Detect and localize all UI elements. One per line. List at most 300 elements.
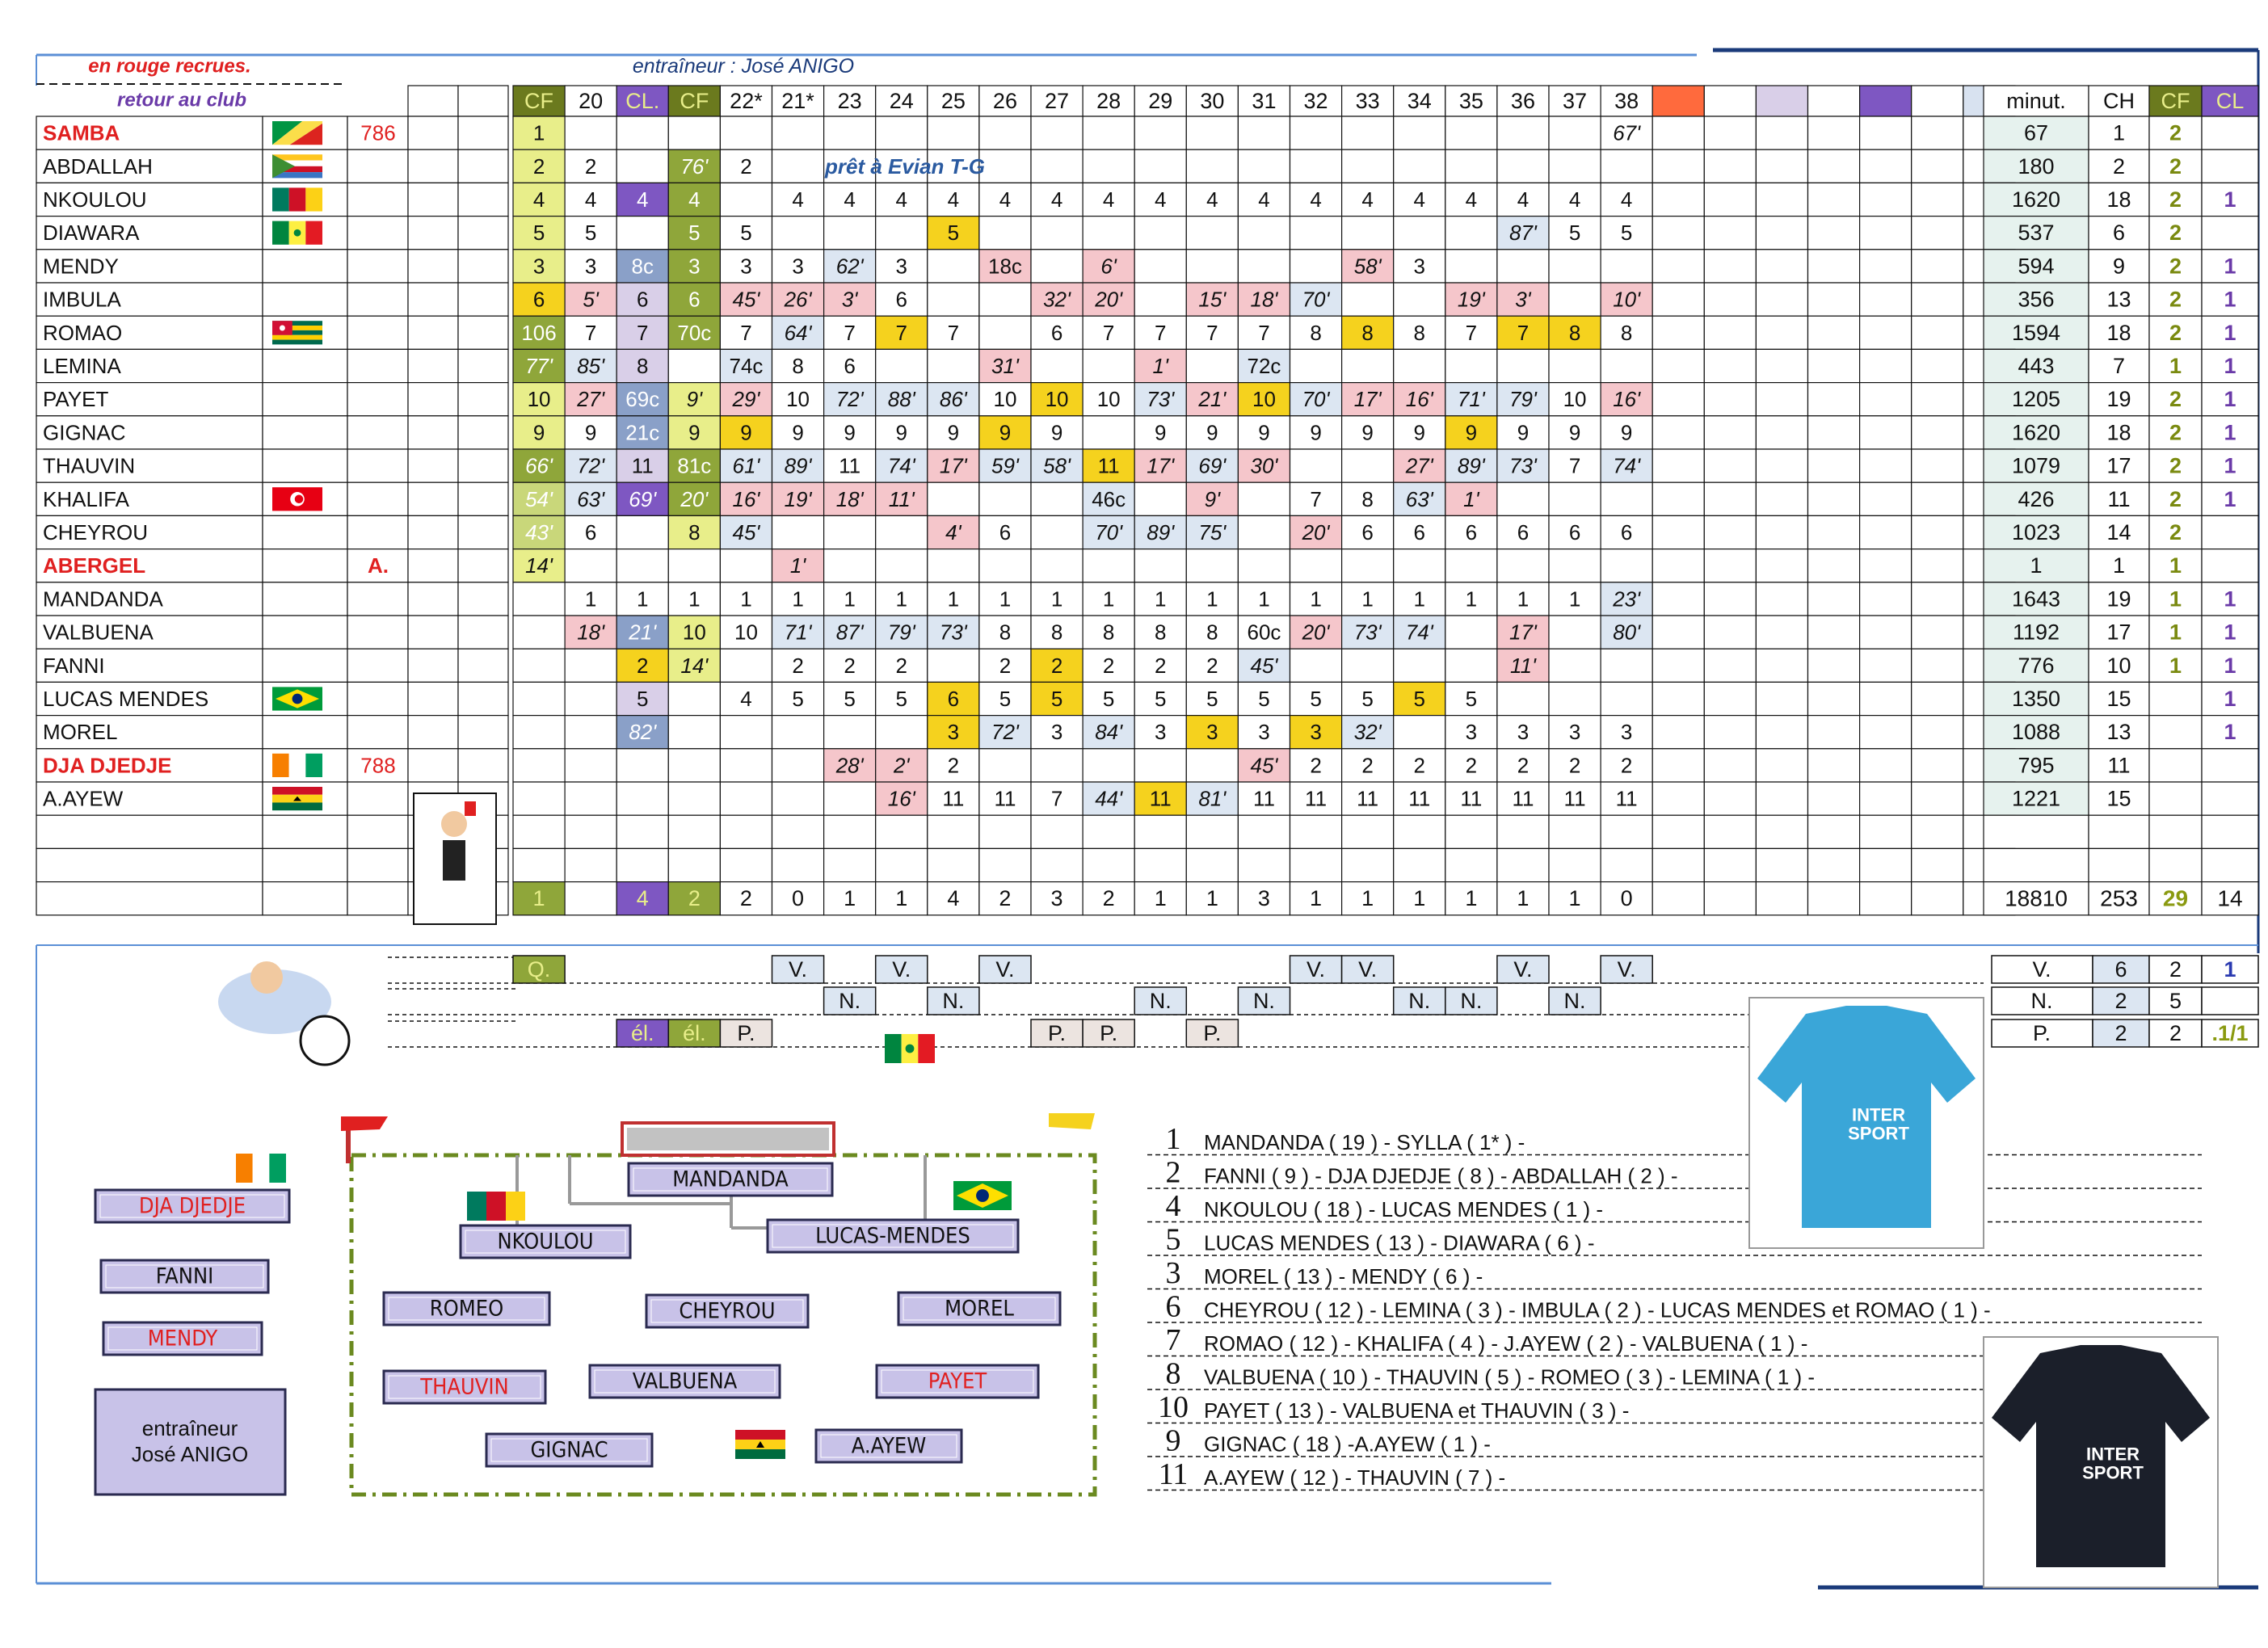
- match-value: 72': [835, 387, 864, 412]
- match-cell: [979, 316, 1031, 349]
- match-cell: [1238, 250, 1290, 283]
- stat-value: 15: [2106, 786, 2131, 811]
- match-value: 4: [1155, 187, 1167, 212]
- blank-cell: [458, 116, 508, 149]
- match-value: 1: [844, 586, 856, 612]
- match-cell: [1860, 149, 1912, 183]
- coach-box-line: José ANIGO: [131, 1442, 249, 1466]
- match-cell: [1031, 116, 1083, 149]
- stat-value: 1: [2224, 354, 2236, 378]
- match-cell: [616, 749, 668, 782]
- result-label: N.: [1408, 989, 1431, 1013]
- match-cell: [1808, 383, 1860, 416]
- match-cell: [1238, 515, 1290, 549]
- empty-cell: [513, 815, 565, 848]
- match-value: 5: [1258, 687, 1270, 711]
- match-cell: [1808, 449, 1860, 482]
- match-cell: [1290, 449, 1342, 482]
- match-cell: [1342, 549, 1394, 582]
- match-cell: [1652, 749, 1704, 782]
- column-header-label: CF: [680, 89, 709, 113]
- match-cell: [1186, 549, 1238, 582]
- totals-cell: [263, 882, 347, 915]
- empty-cell: [2202, 848, 2258, 881]
- result-label: P.: [1203, 1021, 1222, 1045]
- match-cell: [1497, 482, 1549, 515]
- match-value: 69': [1198, 453, 1227, 478]
- num-cell: [347, 283, 408, 316]
- stat-cell: [2202, 515, 2258, 549]
- blank-cell: [458, 716, 508, 749]
- match-value: 8c: [631, 254, 654, 279]
- match-value: 1: [1465, 586, 1478, 612]
- match-value: 63': [1405, 486, 1433, 511]
- flag-cell: [263, 549, 347, 582]
- flag-part: [906, 1045, 915, 1053]
- match-cell: [1394, 149, 1445, 183]
- match-cell: [1860, 416, 1912, 449]
- totals-cell: [1704, 882, 1756, 915]
- stat-value: 9: [2112, 254, 2126, 279]
- match-value: 3: [1206, 720, 1218, 745]
- stat-value: 19: [2106, 586, 2131, 612]
- stat-value: 1: [2112, 120, 2126, 145]
- match-value: 4: [584, 187, 597, 212]
- match-value: 5: [844, 687, 856, 711]
- empty-cell: [1083, 848, 1134, 881]
- empty-cell: [263, 815, 347, 848]
- match-cell: [720, 116, 772, 149]
- player-name: MANDANDA: [43, 586, 163, 612]
- empty-cell: [1134, 815, 1186, 848]
- match-cell: [1808, 582, 1860, 616]
- column-header-label: 35: [1458, 89, 1483, 113]
- match-cell: [1860, 217, 1912, 250]
- stat-value: 2: [2169, 520, 2182, 544]
- player-name: IMBULA: [43, 287, 121, 312]
- total-value: 4: [947, 886, 960, 911]
- match-value: 3: [895, 254, 907, 279]
- empty-cell: [1186, 815, 1238, 848]
- match-value: 18': [835, 486, 864, 511]
- match-value: 10: [993, 387, 1017, 412]
- match-value: 7: [1465, 320, 1478, 345]
- player-name: DIAWARA: [43, 221, 140, 246]
- match-cell: [1342, 449, 1394, 482]
- stat-value: 15: [2106, 687, 2131, 711]
- match-cell: [1083, 549, 1134, 582]
- player-number: A.: [368, 553, 389, 578]
- match-cell: [1808, 482, 1860, 515]
- match-cell: [1756, 515, 1807, 549]
- result-label: N.: [1460, 989, 1483, 1013]
- stat-value: 2: [2169, 387, 2182, 412]
- match-cell: [513, 649, 565, 682]
- match-value: 1: [584, 586, 597, 612]
- match-cell: [1083, 116, 1134, 149]
- match-value: 11: [631, 453, 654, 478]
- match-value: 8: [1361, 320, 1374, 345]
- stat-header-label: CH: [2103, 89, 2135, 113]
- match-value: 11: [994, 786, 1016, 811]
- match-value: 43': [525, 520, 553, 544]
- flag-part: [269, 1154, 286, 1183]
- match-value: 7: [1155, 320, 1167, 345]
- shirt-number: 4: [1165, 1189, 1181, 1223]
- match-value: 71': [1457, 387, 1485, 412]
- flag-part: [280, 325, 285, 330]
- flag-cell: [263, 582, 347, 616]
- player-name: DJA DJEDJE: [43, 753, 172, 778]
- match-cell: [1342, 116, 1394, 149]
- match-cell: [1290, 549, 1342, 582]
- match-cell: [1808, 682, 1860, 715]
- match-value: 4: [1361, 187, 1374, 212]
- match-value: 82': [629, 720, 657, 745]
- shirt-number-players: CHEYROU ( 12 ) - LEMINA ( 3 ) - IMBULA ( 2 ) - LUCAS MENDES et ROMAO ( 1 ) -: [1204, 1297, 1991, 1322]
- total-value: 1: [1361, 886, 1374, 911]
- match-value: 21': [629, 620, 657, 645]
- ivory-flag-icon: [272, 754, 322, 777]
- empty-cell: [876, 848, 928, 881]
- match-cell: [1497, 149, 1549, 183]
- match-cell: [979, 482, 1031, 515]
- match-value: 88': [887, 387, 915, 412]
- result-label: P.: [1048, 1021, 1067, 1045]
- empty-cell: [1497, 815, 1549, 848]
- match-cell: [1549, 149, 1601, 183]
- match-cell: [1186, 149, 1238, 183]
- match-value: 1: [1361, 586, 1374, 612]
- match-value: 5: [1050, 687, 1063, 711]
- match-value: 8: [637, 354, 649, 378]
- match-cell: [1445, 116, 1497, 149]
- match-value: 77': [525, 354, 553, 378]
- player-name: VALBUENA: [43, 620, 154, 645]
- match-cell: [1808, 316, 1860, 349]
- match-cell: [1186, 116, 1238, 149]
- match-cell: [1549, 682, 1601, 715]
- empty-cell: [1342, 815, 1394, 848]
- empty-cell: [668, 848, 720, 881]
- blank-cell: [458, 416, 508, 449]
- match-cell: [616, 149, 668, 183]
- match-cell: [668, 749, 720, 782]
- match-value: 17': [939, 453, 967, 478]
- player-name: MENDY: [43, 254, 119, 279]
- blank-cell: [408, 649, 458, 682]
- match-value: 2: [1465, 753, 1478, 778]
- match-value: 46c: [1092, 486, 1126, 511]
- match-cell: [565, 749, 616, 782]
- match-cell: [1549, 616, 1601, 649]
- match-value: 6: [688, 287, 701, 312]
- formation-player: PAYET: [928, 1368, 987, 1394]
- stat-value: 1: [2224, 320, 2236, 345]
- stat-value: 776: [2018, 653, 2055, 678]
- match-value: 2: [792, 653, 804, 678]
- match-value: 74': [1405, 620, 1433, 645]
- match-value: 2: [532, 153, 545, 179]
- match-cell: [1652, 515, 1704, 549]
- match-value: 3: [1155, 720, 1167, 745]
- match-value: 2: [1568, 753, 1581, 778]
- match-cell: [1549, 116, 1601, 149]
- match-value: 8: [1310, 320, 1322, 345]
- summary-value: 2: [2114, 989, 2127, 1013]
- match-cell: [1860, 482, 1912, 515]
- flag-cell: [263, 649, 347, 682]
- empty-cell: [2089, 815, 2149, 848]
- brazil-flag-icon: [272, 687, 322, 710]
- formation-player: A.AYEW: [851, 1433, 927, 1459]
- match-cell: [772, 515, 824, 549]
- match-cell: [1912, 116, 1963, 149]
- shirt-number: 10: [1158, 1390, 1189, 1424]
- stat-value: 1023: [2011, 520, 2061, 544]
- match-cell: [1808, 250, 1860, 283]
- column-header-label: CL.: [625, 89, 660, 113]
- match-value: 45': [1250, 753, 1278, 778]
- shirt-number: 6: [1165, 1289, 1181, 1324]
- result-label: V.: [789, 957, 808, 982]
- summary-label: P.: [2032, 1021, 2051, 1045]
- stat-value: 19: [2106, 387, 2131, 412]
- match-value: 2: [895, 653, 907, 678]
- stat-value: 356: [2018, 287, 2055, 312]
- shirt-number: 5: [1165, 1222, 1181, 1257]
- referee-head-icon: [441, 811, 467, 837]
- match-cell: [979, 749, 1031, 782]
- jersey-sponsor: SPORT: [2082, 1462, 2144, 1483]
- stat-value: 2: [2169, 320, 2182, 345]
- column-header-label: 30: [1200, 89, 1225, 113]
- stat-value: 2: [2169, 153, 2182, 179]
- match-value: 44': [1095, 786, 1123, 811]
- flag-part: [735, 1449, 785, 1459]
- result-label: V.: [1307, 957, 1326, 982]
- match-value: 10: [527, 387, 551, 412]
- column-header-label: 31: [1252, 89, 1277, 113]
- result-label: V.: [1358, 957, 1378, 982]
- legend-purple: retour au club: [116, 89, 247, 111]
- match-value: 6: [637, 287, 649, 312]
- flag-part: [272, 787, 322, 795]
- match-value: 87': [1509, 221, 1537, 246]
- empty-cell: [1652, 815, 1704, 848]
- player-head-icon: [250, 961, 283, 994]
- match-cell: [1549, 549, 1601, 582]
- empty-cell: [1601, 848, 1652, 881]
- match-value: 5: [532, 221, 545, 246]
- match-cell: [1912, 549, 1963, 582]
- shirt-number: 8: [1165, 1356, 1181, 1391]
- match-cell: [1704, 449, 1756, 482]
- stat-value: 594: [2018, 254, 2055, 279]
- match-cell: [1652, 283, 1704, 316]
- stat-cell: [2149, 782, 2202, 815]
- match-value: 9: [947, 420, 960, 445]
- match-cell: [513, 682, 565, 715]
- num-cell: [347, 649, 408, 682]
- match-cell: [668, 349, 720, 382]
- total-stat-value: 18810: [2005, 885, 2068, 911]
- match-cell: [1031, 349, 1083, 382]
- match-value: 7: [1050, 786, 1063, 811]
- match-value: 66': [525, 453, 553, 478]
- stat-value: 1: [2169, 586, 2182, 612]
- match-cell: [928, 349, 979, 382]
- match-cell: [1134, 549, 1186, 582]
- match-cell: [928, 482, 979, 515]
- player-name: FANNI: [43, 653, 105, 678]
- match-cell: [824, 716, 876, 749]
- match-cell: [1601, 349, 1652, 382]
- match-cell: [1912, 682, 1963, 715]
- match-value: 9: [688, 420, 701, 445]
- match-cell: [772, 149, 824, 183]
- blank-cell: [408, 549, 458, 582]
- match-cell: [1445, 616, 1497, 649]
- flag-part: [305, 754, 322, 777]
- match-cell: [513, 782, 565, 815]
- match-cell: [616, 116, 668, 149]
- match-cell: [876, 549, 928, 582]
- result-label: N.: [1149, 989, 1172, 1013]
- stat-value: 1: [2224, 453, 2236, 478]
- stat-value: 1620: [2011, 420, 2061, 445]
- match-cell: [1704, 116, 1756, 149]
- column-header-label: 27: [1045, 89, 1070, 113]
- match-cell: [1808, 716, 1860, 749]
- match-cell: [1756, 782, 1807, 815]
- loan-note: prêt à Evian T-G: [825, 153, 985, 179]
- match-cell: [1808, 515, 1860, 549]
- match-value: 6: [1620, 520, 1633, 544]
- match-value: 9: [1050, 420, 1063, 445]
- match-cell: [1756, 716, 1807, 749]
- togo-flag-icon: [272, 321, 322, 344]
- empty-cell: [616, 848, 668, 881]
- match-cell: [1290, 217, 1342, 250]
- match-value: 9: [1155, 420, 1167, 445]
- blank-cell: [458, 549, 508, 582]
- empty-cell: [979, 848, 1031, 881]
- match-value: 4: [947, 187, 960, 212]
- match-value: 3: [740, 254, 752, 279]
- shirt-number-players: MOREL ( 13 ) - MENDY ( 6 ) -: [1204, 1264, 1483, 1289]
- match-cell: [1290, 349, 1342, 382]
- match-value: 81c: [677, 453, 712, 478]
- match-cell: [1497, 549, 1549, 582]
- flag-part: [272, 340, 322, 345]
- result-label: N.: [1563, 989, 1586, 1013]
- empty-cell: [979, 815, 1031, 848]
- flag-part: [735, 1430, 785, 1440]
- player-number: 786: [360, 120, 396, 145]
- match-value: 7: [947, 320, 960, 345]
- match-value: 3: [1465, 720, 1478, 745]
- match-cell: [1394, 217, 1445, 250]
- player-name: PAYET: [43, 387, 109, 412]
- match-cell: [1652, 116, 1704, 149]
- jersey-sponsor: SPORT: [1848, 1123, 1909, 1144]
- match-cell: [1238, 116, 1290, 149]
- match-value: 9: [1206, 420, 1218, 445]
- blank-cell: [408, 416, 458, 449]
- match-cell: [1549, 283, 1601, 316]
- match-cell: [616, 217, 668, 250]
- referee-body-icon: [443, 840, 465, 881]
- match-cell: [1912, 582, 1963, 616]
- empty-cell: [565, 848, 616, 881]
- result-label: N.: [942, 989, 965, 1013]
- jersey-sponsor: INTER: [2086, 1444, 2140, 1465]
- blank-cell: [458, 515, 508, 549]
- match-value: 4: [999, 187, 1012, 212]
- match-cell: [1808, 217, 1860, 250]
- match-value: 9: [584, 420, 597, 445]
- match-value: 71': [784, 620, 812, 645]
- match-cell: [1860, 349, 1912, 382]
- num-cell: [347, 682, 408, 715]
- match-cell: [876, 116, 928, 149]
- empty-cell: [1808, 815, 1860, 848]
- result-label: N.: [1252, 989, 1275, 1013]
- match-cell: [1912, 383, 1963, 416]
- match-cell: [1445, 250, 1497, 283]
- stat-cell: [2202, 149, 2258, 183]
- summary-value: 6: [2114, 957, 2127, 982]
- match-cell: [1756, 582, 1807, 616]
- match-cell: [1497, 682, 1549, 715]
- match-cell: [1549, 250, 1601, 283]
- blank-cell: [458, 482, 508, 515]
- match-cell: [1342, 349, 1394, 382]
- match-value: 2: [1361, 753, 1374, 778]
- match-value: 5: [792, 687, 804, 711]
- match-value: 3': [1515, 287, 1531, 312]
- match-cell: [1549, 649, 1601, 682]
- match-value: 11': [888, 486, 915, 511]
- match-cell: [1652, 149, 1704, 183]
- match-cell: [1704, 149, 1756, 183]
- match-value: 2: [1620, 753, 1633, 778]
- player-name: A.AYEW: [43, 786, 124, 811]
- match-cell: [1704, 616, 1756, 649]
- match-value: 58': [1043, 453, 1071, 478]
- match-cell: [1445, 349, 1497, 382]
- match-cell: [1704, 283, 1756, 316]
- empty-cell: [1984, 848, 2089, 881]
- match-cell: [1652, 582, 1704, 616]
- match-value: 9: [1517, 420, 1530, 445]
- match-value: 32': [1043, 287, 1071, 312]
- match-cell: [513, 749, 565, 782]
- match-value: 5: [740, 221, 752, 246]
- empty-cell: [824, 848, 876, 881]
- blank-cell: [408, 716, 458, 749]
- stat-header-label: CL: [2215, 89, 2245, 113]
- match-cell: [1860, 250, 1912, 283]
- match-cell: [565, 549, 616, 582]
- match-value: 4: [1258, 187, 1270, 212]
- match-value: 3: [792, 254, 804, 279]
- num-cell: [347, 482, 408, 515]
- result-label: V.: [1617, 957, 1636, 982]
- match-value: 11: [839, 453, 861, 478]
- player-name: ABERGEL: [43, 553, 146, 578]
